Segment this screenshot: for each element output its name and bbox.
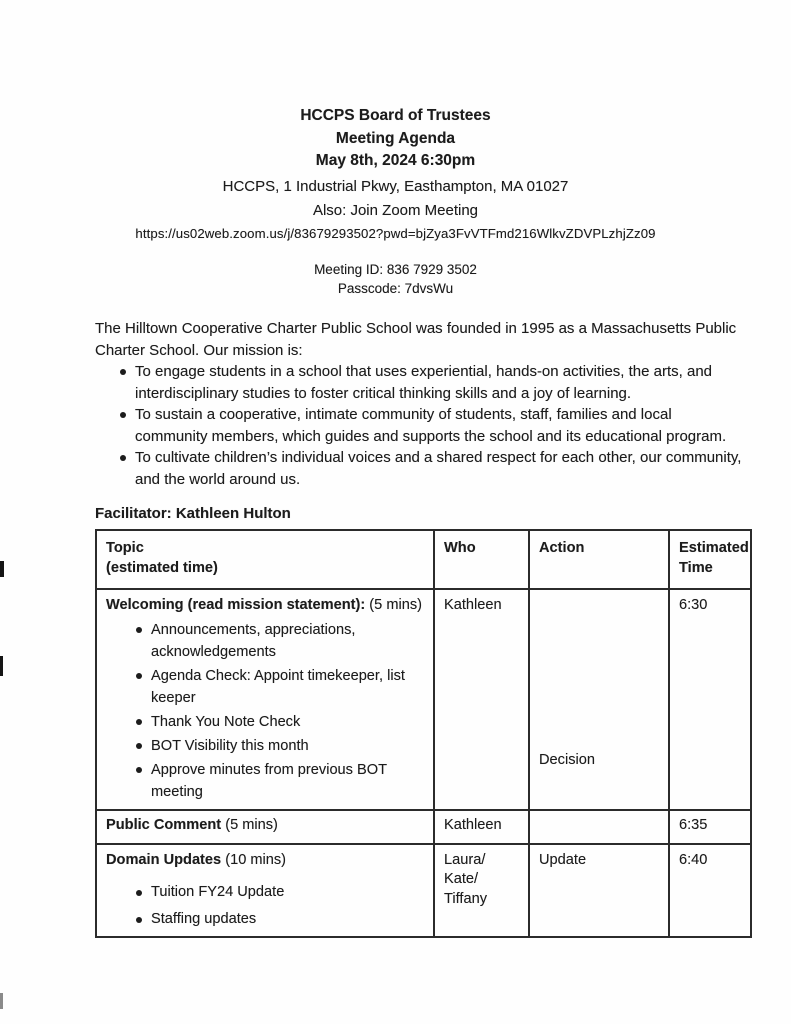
action-cell: Update (529, 844, 669, 938)
bullet-icon (136, 890, 142, 896)
table-header-time: Estimated Time (669, 530, 751, 589)
page-title: HCCPS Board of Trustees (300, 107, 491, 124)
bullet-icon (136, 917, 142, 923)
topic-cell (96, 844, 434, 938)
meeting-id: Meeting ID: 836 7929 3502 (314, 261, 477, 277)
table-header-who: Who (434, 530, 529, 589)
table-row-welcoming (96, 589, 751, 810)
bullet-icon (120, 412, 126, 418)
who-cell: Laura/ Kate/ Tiffany (434, 844, 529, 938)
topic-bullet: Agenda Check: Appoint timekeeper, list keeper (136, 665, 424, 709)
facilitator-line: Facilitator: Kathleen Hulton (95, 505, 291, 522)
agenda-table (95, 529, 752, 938)
time-cell: 6:35 (669, 810, 751, 844)
topic-duration: (10 mins) (225, 851, 287, 868)
scan-artifact (0, 656, 3, 676)
who-cell: Kathleen (434, 810, 529, 844)
mission-section (95, 318, 747, 490)
topic-duration: (5 mins) (225, 816, 278, 833)
topic-bullet: Approve minutes from previous BOT meeting (136, 759, 424, 803)
scan-artifact (0, 993, 3, 1009)
topic-title: Domain Updates (106, 851, 222, 868)
document-header (0, 105, 791, 298)
table-header-row (96, 530, 751, 589)
mission-lead: The Hilltown Cooperative Charter Public School was founded in 1995 as a Massachusetts Public Charter School. Our mission is: (95, 320, 737, 359)
topic-bullet: Staffing updates (136, 908, 424, 930)
topic-bullet: Tuition FY24 Update (136, 881, 424, 903)
topic-duration: (5 mins) (369, 597, 422, 613)
topic-cell (96, 810, 434, 844)
topic-title: Public Comment (106, 816, 222, 833)
meeting-address: HCCPS, 1 Industrial Pkwy, Easthampton, MA 01027 (222, 177, 569, 195)
topic-bullet-list (136, 881, 424, 930)
action-cell (529, 589, 669, 810)
mission-bullet: To cultivate children’s individual voices and a shared respect for each other, our community, and the world around us. (95, 447, 747, 490)
bullet-icon (120, 455, 126, 461)
scan-artifact (0, 561, 4, 577)
topic-bullet: Thank You Note Check (136, 711, 424, 733)
action-cell (529, 810, 669, 844)
zoom-url: https://us02web.zoom.us/j/83679293502?pwd=bjZya3FvVTFmd216WlkvZDVPLzhjZz09 (135, 225, 656, 241)
meeting-passcode: Passcode: 7dvsWu (337, 280, 454, 296)
time-cell: 6:40 (669, 844, 751, 938)
bullet-icon (136, 673, 142, 679)
topic-cell (96, 589, 434, 810)
action-value: Decision (539, 752, 595, 768)
bullet-icon (136, 767, 142, 773)
topic-bullet: BOT Visibility this month (136, 735, 424, 757)
table-row-domain-updates (96, 844, 751, 938)
table-row-public-comment (96, 810, 751, 844)
topic-title: Welcoming (read mission statement): (106, 597, 366, 613)
bullet-icon (136, 743, 142, 749)
meeting-date: May 8th, 2024 6:30pm (315, 152, 476, 169)
topic-bullet-list (136, 619, 424, 803)
bullet-icon (120, 369, 126, 375)
who-cell: Kathleen (434, 589, 529, 810)
time-cell: 6:30 (669, 589, 751, 810)
table-header-action: Action (529, 530, 669, 589)
topic-bullet: Announcements, appreciations, acknowledgements (136, 619, 424, 663)
table-header-topic: Topic (estimated time) (96, 530, 434, 589)
document-subtitle: Meeting Agenda (335, 129, 456, 147)
zoom-join-label: Also: Join Zoom Meeting (312, 201, 479, 219)
bullet-icon (136, 627, 142, 633)
mission-bullet: To engage students in a school that uses experiential, hands-on activities, the arts, and interdisciplinary studies to foster critical thinking skills and a joy of learning. (95, 361, 747, 404)
bullet-icon (136, 719, 142, 725)
mission-bullet: To sustain a cooperative, intimate community of students, staff, families and local community members, which guides and supports the school and its educational program. (95, 404, 747, 447)
